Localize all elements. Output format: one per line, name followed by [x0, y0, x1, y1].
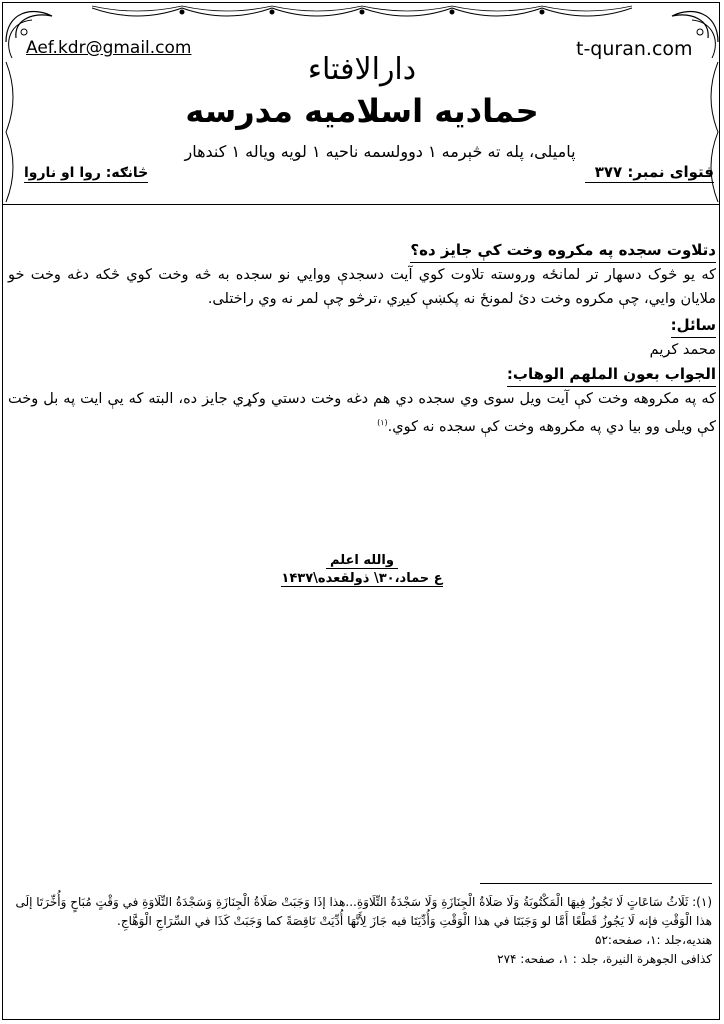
top-border-ornament: [92, 2, 632, 32]
fatwa-body: [8, 238, 716, 439]
asker-name: محمد کریم: [649, 342, 716, 358]
question-text: که یو څوک دسهار تر لمانځه وروسته تلاوت کوي آیت دسجدې ووایي نو سجده به څه وخت کوي څکه دغه وخت خو ملایان وایي، چې مکروه وخت دئ لمونځ نه پکښې کیږي ،ترڅو چې لمر نه وي راختلی.: [8, 267, 716, 307]
address: پامیلی، پله ته څېرمه ۱ دوولسمه ناحیه ۱ لویه ویاله ۱ کندهار: [184, 142, 576, 161]
institution-name: حمادیه اسلامیه مدرسه: [185, 92, 539, 130]
footnote-mark: (۱): [377, 418, 388, 427]
answer-text-body: که په مکروهه وخت کې آیت ویل سوی وي سجده دي هم دغه وخت دستي وکړي جایز ده، البته که یې ایت په بل وخت کې ویلی وو بیا دي په مکروهه وخت کې سجده نه کوي.: [8, 391, 716, 435]
fatwa-number: فتوای نمبر: ۳۷۷: [585, 163, 714, 183]
footnote-line: هندیه،جلد :۱، صفحه:۵۲: [595, 933, 712, 947]
footnote-divider: [480, 883, 712, 884]
website-link[interactable]: t-quran.com: [576, 38, 693, 60]
answer-heading: الجواب بعون الملهم الوهاب:: [507, 362, 716, 387]
question-heading: دتلاوت سجده په مکروه وخت کې جایز ده؟: [410, 238, 716, 263]
header-divider: [2, 204, 720, 205]
answer-text: [8, 387, 716, 439]
section-tag: څانګه: روا او ناروا: [24, 165, 149, 181]
footnote-line: (۱): ثَلَاثُ سَاعَاتٍ لَا تَجُوزُ فِيهَا الْمَكْتُوبَةُ وَلَا صَلَاةُ الْجِنَازَةِ وَلَا سَجْدَةُ التِّلَاوَةِ...هذا إذَا وَجَبَتْ صَلَاةُ الْجِنَازَةِ وَسَجْدَةُ التِّلَاوَةِ في وَقْتٍ مُبَاحٍ وَأُخِّرَتَا إلَى هذا الْوَقْتِ فإنه لَا يَجُوزُ قَطْعًا أَمَّا لو وَجَبَتَا في هذا الْوَقْتِ وَأُدِّيَتَا فيه جَازَ لِأَنَّهَا أُدِّيَتْ نَاقِصَةً كما وَجَبَتْ كَذَا في السِّرَاجِ الْوَهَّاجِ.: [15, 895, 712, 928]
closing-phrase: والله اعلم: [326, 553, 398, 569]
page-title: دارالافتاء: [307, 52, 417, 87]
signature-date: ع حماد،۳۰\ ذولقعده\۱۴۳۷: [281, 571, 443, 586]
contact-email[interactable]: Aef.kdr@gmail.com: [26, 38, 192, 58]
footnotes: [12, 893, 712, 969]
footnote-line: کذافی الجوهرة النیرة، جلد : ۱، صفحه: ۲۷۴: [497, 952, 712, 966]
asker-label: سائل:: [671, 313, 716, 338]
signature-block: [262, 553, 462, 587]
